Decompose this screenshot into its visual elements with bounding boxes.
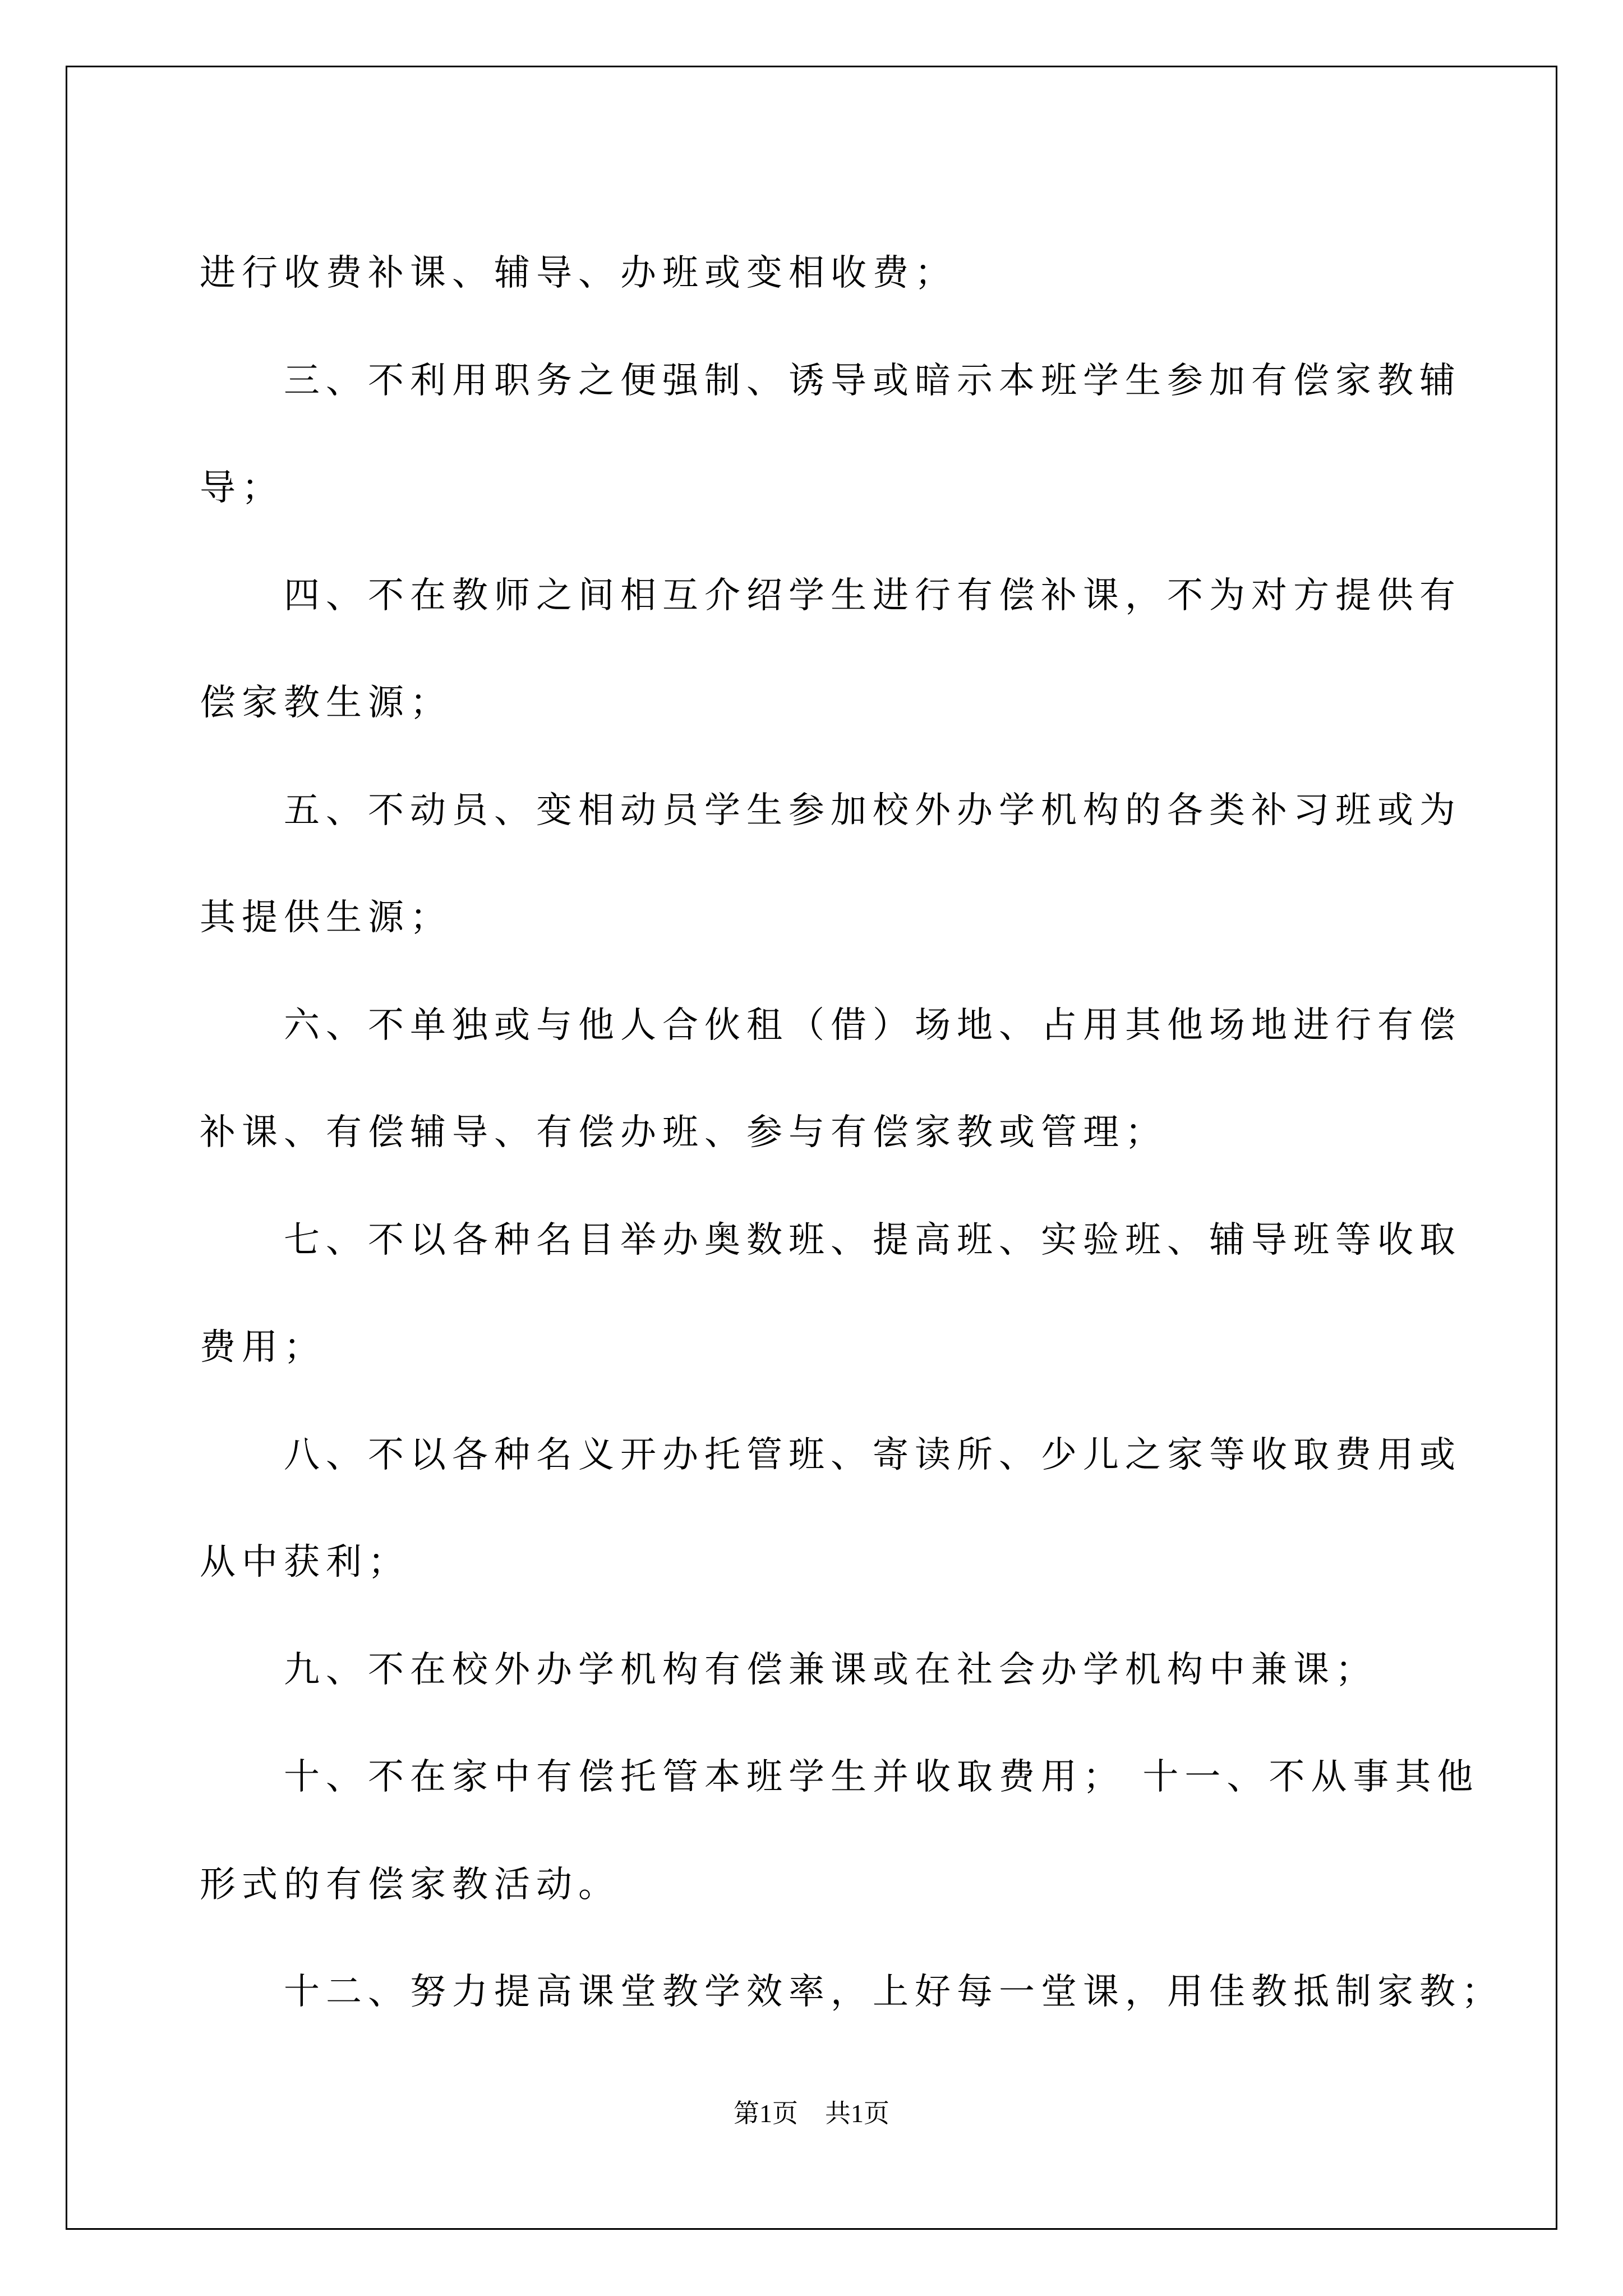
page-number: 第1页 — [734, 2099, 798, 2128]
text-line: 从中获利； — [200, 1542, 410, 1583]
page-total: 共1页 — [825, 2099, 889, 2128]
text-line: 十二、努力提高课堂教学效率，上好每一堂课，用佳教抵制家教； — [284, 1971, 1504, 2013]
document-body — [200, 220, 1504, 2046]
text-line: 十、不在家中有偿托管本班学生并收取费用； 十一、不从事其他 — [284, 1756, 1479, 1798]
text-line: 费用； — [200, 1327, 326, 1368]
text-line: 四、不在教师之间相互介绍学生进行有偿补课，不为对方提供有 — [284, 574, 1461, 616]
page-footer — [0, 2097, 1623, 2131]
text-line: 六、不单独或与他人合伙租（借）场地、占用其他场地进行有偿 — [284, 1004, 1461, 1046]
text-line: 补课、有偿辅导、有偿办班、参与有偿家教或管理； — [200, 1112, 1167, 1153]
text-line: 形式的有偿家教活动。 — [200, 1864, 620, 1906]
text-line: 九、不在校外办学机构有偿兼课或在社会办学机构中兼课； — [284, 1649, 1377, 1691]
text-line: 七、不以各种名目举办奥数班、提高班、实验班、辅导班等收取 — [284, 1219, 1461, 1261]
text-line: 进行收费补课、辅导、办班或变相收费； — [200, 252, 957, 294]
text-line: 五、不动员、变相动员学生参加校外办学机构的各类补习班或为 — [284, 789, 1461, 831]
text-line: 三、不利用职务之便强制、诱导或暗示本班学生参加有偿家教辅 — [284, 360, 1461, 402]
text-line: 八、不以各种名义开办托管班、寄读所、少儿之家等收取费用或 — [284, 1434, 1461, 1476]
text-line: 其提供生源； — [200, 897, 452, 938]
text-line: 导； — [200, 467, 284, 509]
text-line: 偿家教生源； — [200, 682, 452, 724]
